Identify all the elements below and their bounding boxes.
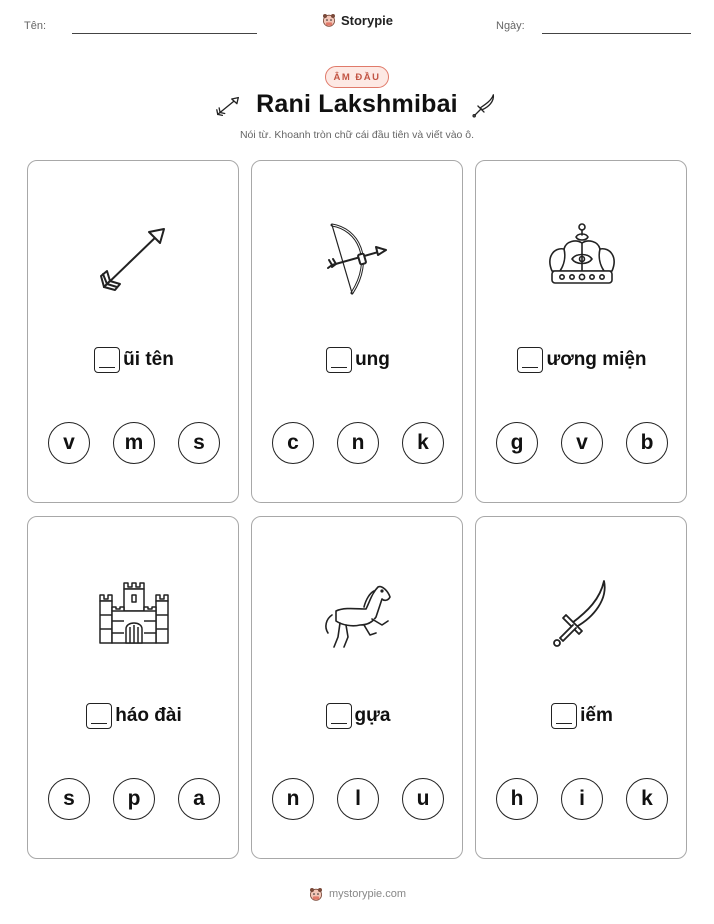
storypie-mascot-icon <box>308 886 324 902</box>
crown-icon <box>542 219 622 299</box>
word-card <box>251 516 463 859</box>
word-ending: ương miện <box>546 349 647 370</box>
word-row <box>476 703 688 729</box>
footer-url[interactable]: mystorypie.com <box>328 888 407 900</box>
name-label: Tên: <box>24 20 47 32</box>
letter-choice[interactable]: n <box>337 422 379 464</box>
word-ending: iếm <box>580 705 613 726</box>
answer-box[interactable] <box>326 347 352 373</box>
storypie-mascot-icon <box>321 12 337 28</box>
word-ending: ung <box>355 349 390 370</box>
word-card <box>27 516 239 859</box>
answer-box[interactable] <box>86 703 112 729</box>
word-card <box>27 160 239 503</box>
sword-icon <box>542 575 622 655</box>
answer-box[interactable] <box>94 347 120 373</box>
castle-icon <box>94 575 174 655</box>
answer-box[interactable] <box>326 703 352 729</box>
letter-choices <box>496 422 668 464</box>
letter-choice[interactable]: g <box>496 422 538 464</box>
word-row <box>28 347 240 373</box>
letter-choice[interactable]: p <box>113 778 155 820</box>
word-ending: háo đài <box>115 705 182 726</box>
letter-choice[interactable]: i <box>561 778 603 820</box>
instructions: Nói từ. Khoanh tròn chữ cái đầu tiên và viết vào ô. <box>239 129 475 141</box>
word-card <box>475 160 687 503</box>
category-badge: ÂM ĐẦU <box>325 66 389 88</box>
letter-choice[interactable]: v <box>561 422 603 464</box>
word-card <box>475 516 687 859</box>
word-row <box>252 347 464 373</box>
name-line[interactable] <box>72 33 257 34</box>
word-card <box>251 160 463 503</box>
letter-choice[interactable]: c <box>272 422 314 464</box>
brand-logo <box>0 12 714 28</box>
page-title: Rani Lakshmibai <box>256 90 458 118</box>
word-row <box>28 703 240 729</box>
sword-icon <box>470 92 498 120</box>
letter-choices <box>272 422 444 464</box>
letter-choice[interactable]: s <box>48 778 90 820</box>
letter-choice[interactable]: b <box>626 422 668 464</box>
letter-choices <box>48 778 220 820</box>
date-label: Ngày: <box>496 20 525 32</box>
horse-icon <box>318 575 398 655</box>
letter-choice[interactable]: a <box>178 778 220 820</box>
answer-box[interactable] <box>551 703 577 729</box>
answer-box[interactable] <box>517 347 543 373</box>
letter-choice[interactable]: m <box>113 422 155 464</box>
word-row <box>476 347 688 373</box>
word-ending: ũi tên <box>123 349 174 370</box>
letter-choice[interactable]: k <box>626 778 668 820</box>
brand-name: Storypie <box>340 12 393 28</box>
letter-choices <box>272 778 444 820</box>
bow-and-arrow-icon <box>318 219 398 299</box>
date-line[interactable] <box>542 33 691 34</box>
letter-choice[interactable]: h <box>496 778 538 820</box>
letter-choice[interactable]: k <box>402 422 444 464</box>
letter-choice[interactable]: u <box>402 778 444 820</box>
letter-choice[interactable]: n <box>272 778 314 820</box>
letter-choice[interactable]: s <box>178 422 220 464</box>
letter-choice[interactable]: v <box>48 422 90 464</box>
word-ending: gựa <box>354 705 391 726</box>
letter-choices <box>496 778 668 820</box>
letter-choices <box>48 422 220 464</box>
footer <box>0 886 714 902</box>
arrow-icon <box>94 219 174 299</box>
word-row <box>252 703 464 729</box>
letter-choice[interactable]: l <box>337 778 379 820</box>
